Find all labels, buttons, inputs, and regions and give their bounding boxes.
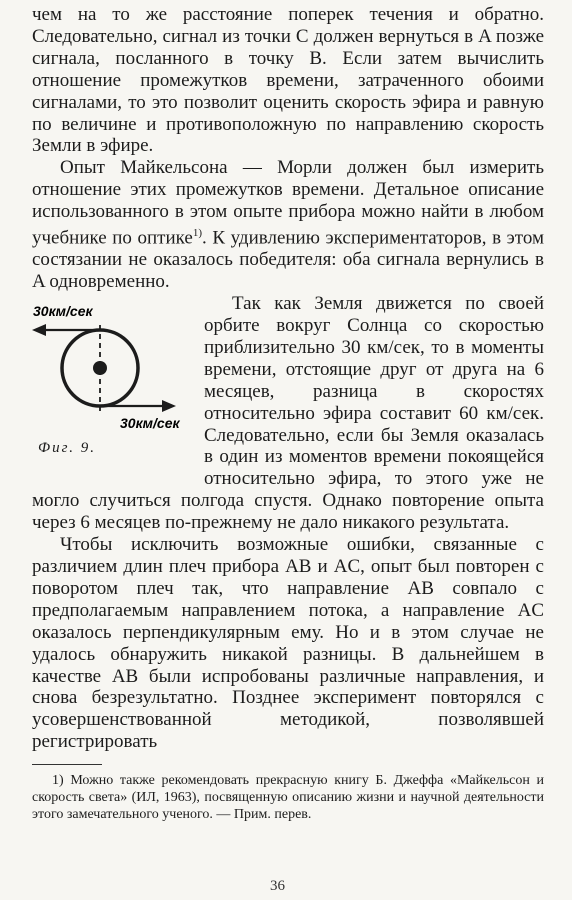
footnote-text: 1) Можно также рекомендовать прекрасную книгу Б. Джеффа «Майкельсон и скорость света» (ИЛ, 1963), посвященную описанию жизни и научной деятельности этого замечательного ученого. — Прим. перев.: [32, 773, 544, 822]
figure-caption: Фиг. 9.: [38, 440, 96, 457]
top-speed-label: 30км/сек: [33, 303, 93, 320]
paragraph-2-text: Опыт Майкельсона — Морли должен был измерить отношение этих промежутков времени. Детальное описание использованного в этом опыте прибора можно найти в любом учебнике по оптике: [32, 157, 544, 249]
bottom-speed-label: 30км/сек: [120, 415, 180, 432]
page-body: [32, 0, 544, 753]
top-velocity-arrowhead: [32, 324, 46, 336]
paragraph-2-rest: . К удивлению экспериментаторов, в этом состязании не оказалось победителя: оба сигнала вернулись в A одновременно.: [32, 227, 545, 293]
footnote: [32, 772, 544, 823]
paragraph-4: Чтобы исключить возможные ошибки, связанные с различием длин плеч прибора AB и AC, опыт был повторен с поворотом плеч так, что направление AB совпало с предполагаемым направлением потока, а направление AC оказалось перпендикулярным ему. Но и в этом случае не удалось обнаружить никакой разницы. В дальнейшем в качестве AB были испробованы различные направления, и снова безрезультатно. Позднее эксперимент повторялся с усовершенствованной методикой, позволявшей регистрировать: [32, 534, 544, 753]
bottom-velocity-arrowhead: [162, 400, 176, 412]
figure-9: [28, 295, 198, 477]
footnote-marker: 1): [192, 227, 203, 240]
page-number: 36: [270, 878, 285, 894]
sun-dot: [93, 361, 107, 375]
paragraph-2: [32, 157, 544, 293]
paragraph-1: чем на то же расстояние поперек течения и обратно. Следовательно, сигнал из точки C должен вернуться в A позже сигнала, посланного в точку B. Если затем вычислить отношение промежутков времени, затраченного обоими сигналами, то это позволит оценить скорость эфира и равную по величине и противоположную по направлению скорость Земли в эфире.: [32, 4, 544, 157]
earth-orbit-diagram: [28, 295, 198, 435]
paragraph-3: Так как Земля движется по своей орбите вокруг Солнца со скоростью приблизительно 30 км/сек, то в моменты времени, отстоящие друг от друга на 6 месяцев, разница в скоростях относительно эфира составит 60 км/сек. Следовательно, если бы Земля оказалась в один из моментов времени покоящейся относительно эфира, то этого уже не могло случиться полгода спустя. Однако повторение опыта через 6 месяцев по-прежнему не дало никакого результата.: [32, 293, 544, 534]
footnote-rule: [32, 764, 102, 765]
